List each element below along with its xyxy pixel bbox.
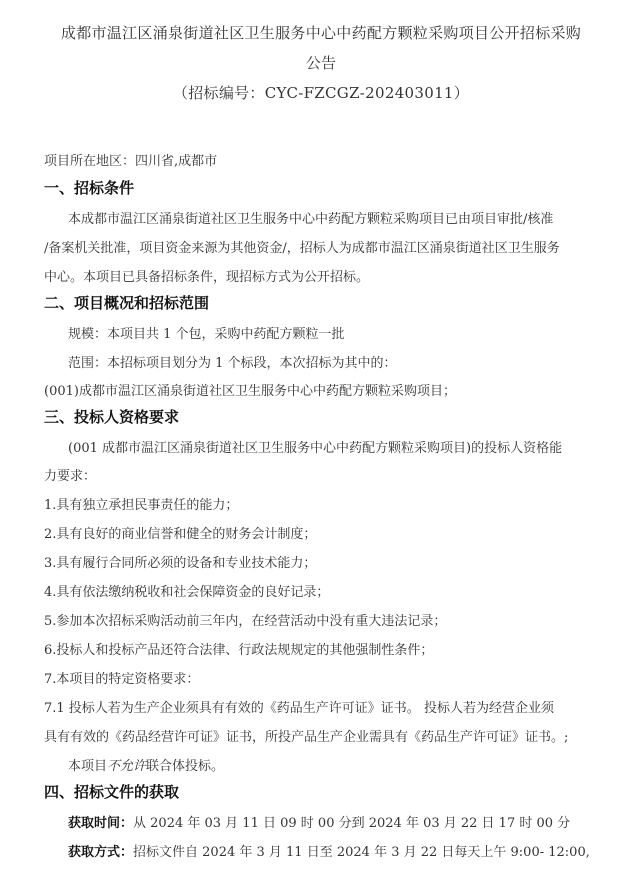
- requirement-item: 1.具有独立承担民事责任的能力；: [44, 498, 239, 513]
- obtain-method: [68, 841, 590, 860]
- section-heading-bidder-qualifications: 三、投标人资格要求: [44, 408, 180, 426]
- requirement-item: 5.参加本次招标采购活动前三年内，在经营活动中没有重大违法记录；: [44, 614, 447, 629]
- requirement-item: 7.1 投标人若为生产企业须具有有效的《药品生产许可证》证书。 投标人若为经营企业须: [44, 701, 554, 716]
- obtain-method-label: 获取方式：: [68, 845, 134, 860]
- obtain-time-value: 从 2024 年 03 月 11 日 09 时 00 分到 2024 年 03 月 22 日 17 时 00 分: [133, 816, 571, 831]
- paragraph-line: (001 成都市温江区涌泉街道社区卫生服务中心中药配方颗粒采购项目)的投标人资格能: [68, 441, 563, 456]
- document-title-line-1: 成都市温江区涌泉街道社区卫生服务中心中药配方颗粒采购项目公开招标采购: [60, 24, 582, 42]
- obtain-time-label: 获取时间：: [68, 816, 134, 831]
- requirement-item: 2.具有良好的商业信誉和健全的财务会计制度；: [44, 527, 317, 542]
- consortium-statement: [68, 755, 224, 774]
- requirement-item: 6.投标人和投标产品还符合法律、行政法规规定的其他强制性条件；: [44, 643, 434, 658]
- section-heading-obtain-documents: 四、招标文件的获取: [44, 783, 180, 801]
- project-scope: 范围：本招标项目划分为 1 个标段，本次招标为其中的：: [68, 356, 397, 371]
- tender-number: （招标编号：CYC-FZCGZ-202403011）: [172, 84, 470, 102]
- requirement-item: 7.本项目的特定资格要求：: [44, 672, 200, 687]
- paragraph-line: 本成都市温江区涌泉街道社区卫生服务中心中药配方颗粒采购项目已由项目审批/核准: [68, 212, 554, 227]
- consortium-not-allowed: 不允许: [107, 759, 147, 774]
- requirement-item: 4.具有依法缴纳税收和社会保障资金的良好记录；: [44, 585, 330, 600]
- obtain-method-value: 招标文件自 2024 年 3 月 11 日至 2024 年 3 月 22 日每天上午 9:00- 12:00,: [133, 845, 590, 860]
- requirement-item: 3.具有履行合同所必须的设备和专业技术能力；: [44, 556, 317, 571]
- paragraph-line: 力要求：: [44, 469, 97, 484]
- project-region: 项目所在地区：四川省,成都市: [44, 154, 218, 169]
- section-heading-tender-conditions: 一、招标条件: [44, 179, 135, 197]
- consortium-text: 本项目: [68, 759, 108, 774]
- document-title-line-2: 公告: [305, 54, 337, 72]
- project-lot: (001)成都市温江区涌泉街道社区卫生服务中心中药配方颗粒采购项目；: [44, 384, 456, 399]
- obtain-time: [68, 812, 570, 831]
- paragraph-line: /备案机关批准，项目资金来源为其他资金/，招标人为成都市温江区涌泉街道社区卫生服务: [44, 241, 560, 256]
- requirement-item: 具有有效的《药品经营许可证》证书，所投产品生产企业需具有《药品生产许可证》证书。;: [44, 730, 569, 745]
- project-scale: 规模：本项目共 1 个包，采购中药配方颗粒一批: [68, 327, 345, 342]
- paragraph-line: 中心。本项目已具备招标条件，现招标方式为公开招标。: [44, 270, 370, 285]
- section-heading-project-overview: 二、项目概况和招标范围: [44, 294, 210, 312]
- consortium-text: 联合体投标。: [146, 759, 225, 774]
